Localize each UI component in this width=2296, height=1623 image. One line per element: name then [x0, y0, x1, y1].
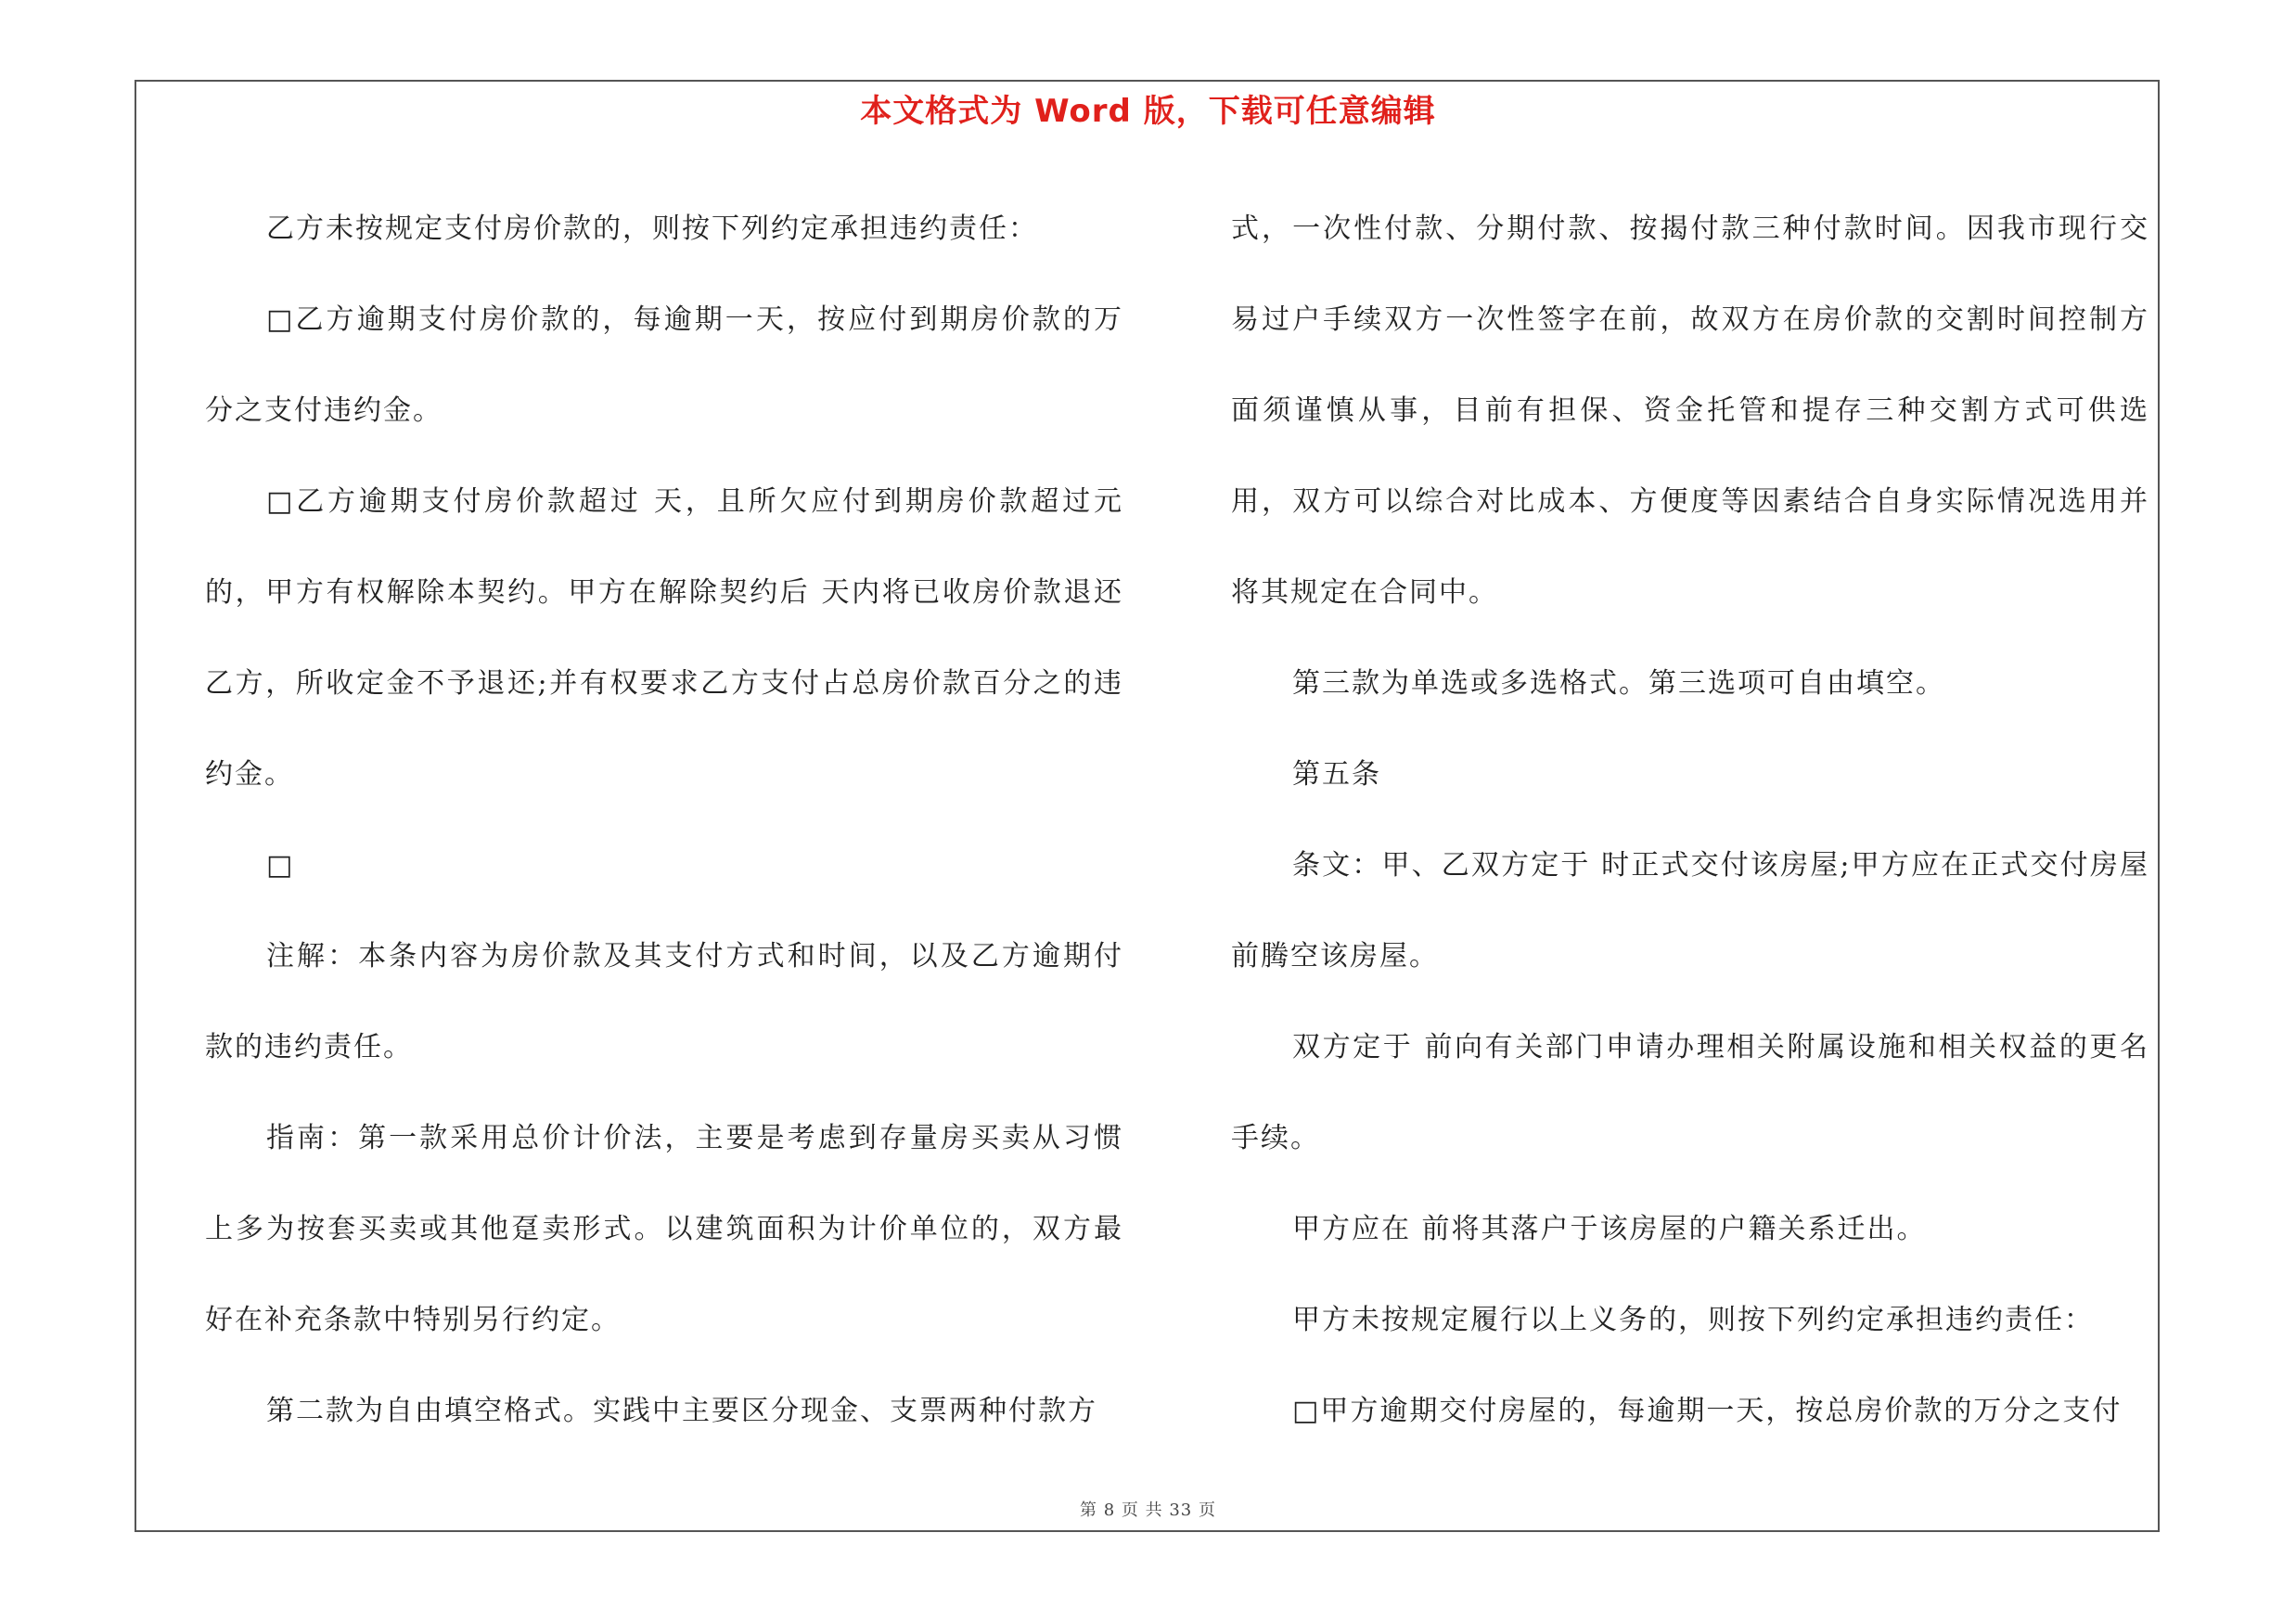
left-column: [205, 184, 1123, 1457]
paragraph: 条文：甲、乙双方定于 时正式交付该房屋;甲方应在正式交付房屋前腾空该房屋。: [1231, 849, 2149, 973]
paragraph: 第二款为自由填空格式。实践中主要区分现金、支票两种付款方: [266, 1395, 1097, 1427]
paragraph: 注解：本条内容为房价款及其支付方式和时间，以及乙方逾期付款的违约责任。: [205, 940, 1123, 1063]
paragraph: 甲方应在 前将其落户于该房屋的户籍关系迁出。: [1292, 1213, 1927, 1245]
paragraph: □: [266, 849, 295, 882]
paragraph: 式，一次性付款、分期付款、按揭付款三种付款时间。因我市现行交易过户手续双方一次性签字在前，故双方在房价款的交割时间控制方面须谨慎从事，目前有担保、资金托管和提存三种交割方式可供选用，双方可以综合对比成本、方便度等因素结合自身实际情况选用并将其规定在合同中。: [1231, 213, 2149, 609]
page-number-footer: 第 8 页 共 33 页: [1080, 1501, 1216, 1520]
paragraph: 甲方未按规定履行以上义务的，则按下列约定承担违约责任：: [1292, 1304, 2094, 1336]
paragraph: 乙方未按规定支付房价款的，则按下列约定承担违约责任：: [266, 213, 1038, 245]
right-column: [1231, 184, 2149, 1457]
paragraph: 指南：第一款采用总价计价法，主要是考虑到存量房买卖从习惯上多为按套买卖或其他趸卖形式。以建筑面积为计价单位的，双方最好在补充条款中特别另行约定。: [205, 1122, 1123, 1336]
paragraph: 第五条: [1292, 758, 1381, 791]
paragraph: 第三款为单选或多选格式。第三选项可自由填空。: [1292, 667, 1945, 700]
word-format-banner: 本文格式为 Word 版，下载可任意编辑: [860, 93, 1436, 130]
paragraph: □乙方逾期支付房价款的，每逾期一天，按应付到期房价款的万分之支付违约金。: [205, 303, 1123, 427]
paragraph: □甲方逾期交付房屋的，每逾期一天，按总房价款的万分之支付: [1292, 1395, 2123, 1427]
paragraph: 双方定于 前向有关部门申请办理相关附属设施和相关权益的更名手续。: [1231, 1031, 2149, 1154]
paragraph: □乙方逾期支付房价款超过 天，且所欠应付到期房价款超过元的，甲方有权解除本契约。甲方在解除契约后 天内将已收房价款退还乙方，所收定金不予退还;并有权要求乙方支付占总房价款百分之的违约金。: [205, 485, 1123, 791]
